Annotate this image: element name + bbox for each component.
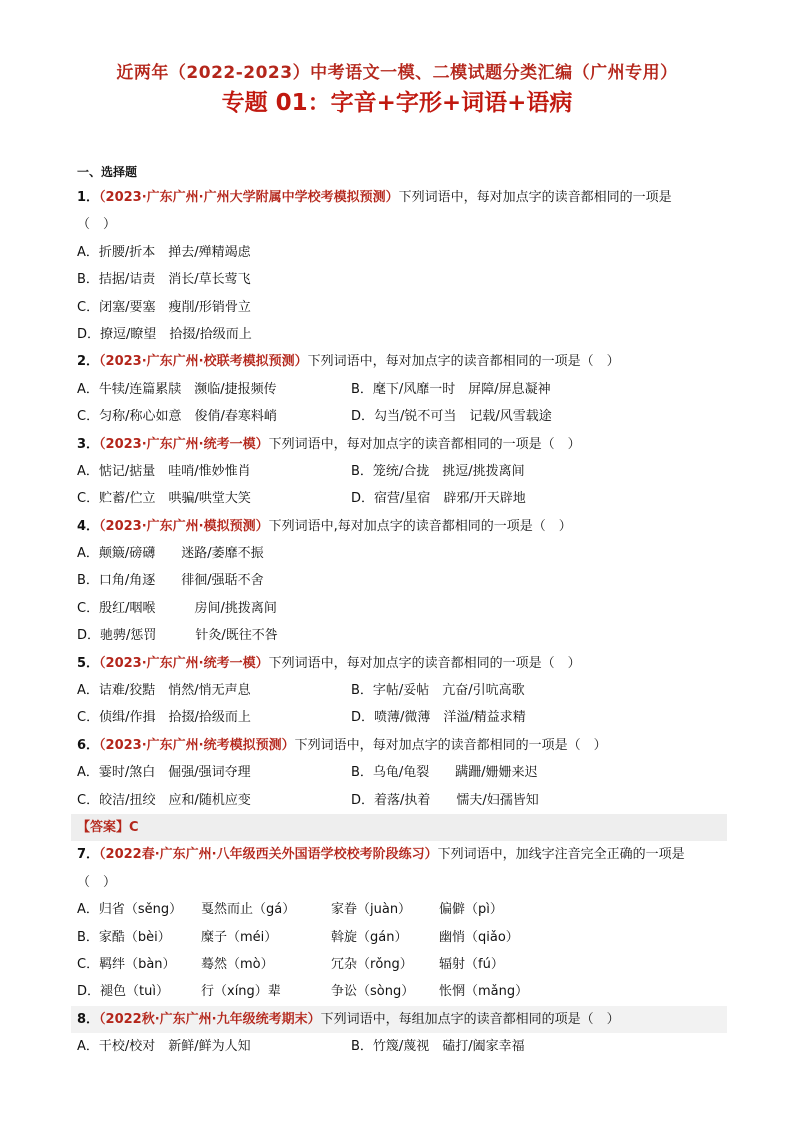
question-source: （2022春·广东广州·八年级西关外国语学校校考阶段练习） bbox=[99, 847, 438, 863]
option-part: 斡旋（gán） bbox=[331, 929, 408, 945]
question-1-option-c: C．闭塞/要塞 瘦削/形销骨立 bbox=[77, 299, 251, 315]
question-2-options-ab bbox=[77, 376, 727, 403]
question-source: （2023·广东广州·校联考模拟预测） bbox=[99, 354, 308, 370]
option-d: D．着落/执着 懦夫/妇孺皆知 bbox=[351, 792, 539, 808]
question-8-stem bbox=[71, 1006, 727, 1033]
question-source: （2022秋·广东广州·九年级统考期末） bbox=[99, 1011, 321, 1027]
question-text: 下列词语中，每对加点字的读音都相同的一项是（ ） bbox=[268, 436, 581, 452]
question-7-option-b bbox=[77, 924, 727, 951]
option-part: 辐射（fú） bbox=[439, 956, 504, 972]
option-part: 蓦然（mò） bbox=[201, 956, 274, 972]
document-title: 近两年（2022-2023）中考语文一模、二模试题分类汇编（广州专用） bbox=[116, 63, 678, 83]
question-number: 8． bbox=[77, 1011, 100, 1027]
answer-label: 【答案】C bbox=[71, 814, 727, 841]
option-a: A．霎时/煞白 倔强/强词夺理 bbox=[77, 765, 251, 781]
question-text: 下列词语中，每对加点字的读音都相同的一项是（ ） bbox=[268, 655, 581, 671]
question-7-stem bbox=[77, 841, 727, 868]
option-part: 幽悄（qiǎo） bbox=[439, 929, 519, 945]
document-body bbox=[77, 164, 727, 1061]
question-text: 下列词语中，每组加点字的读音都相同的项是（ ） bbox=[320, 1011, 620, 1027]
question-number: 4． bbox=[77, 518, 100, 534]
question-number: 5． bbox=[77, 655, 100, 671]
question-2-options-cd bbox=[77, 403, 727, 430]
question-source: （2023·广东广州·统考一模） bbox=[99, 655, 269, 671]
question-5-stem bbox=[77, 650, 727, 677]
option-b: B．字帖/妥帖 亢奋/引吭高歌 bbox=[351, 683, 525, 699]
question-6-options-cd bbox=[77, 787, 727, 814]
question-6-options-ab bbox=[77, 759, 727, 786]
option-part: B．家酷（bèi） bbox=[77, 929, 171, 945]
question-number: 3． bbox=[77, 436, 100, 452]
option-a: A．诘难/狡黠 悄然/悄无声息 bbox=[77, 683, 251, 699]
question-4-option-d: D．驰骋/惩罚 针灸/既往不咎 bbox=[77, 628, 278, 644]
question-8-options-ab bbox=[77, 1033, 727, 1060]
question-text: 下列词语中，每对加点字的读音都相同的一项是 bbox=[398, 190, 672, 205]
question-1-stem-cont: （ ） bbox=[77, 217, 117, 233]
option-part: 家眷（juàn） bbox=[331, 902, 412, 918]
option-part: 戛然而止（gá） bbox=[201, 902, 296, 918]
option-part: A．归省（sěng） bbox=[77, 902, 183, 918]
question-source: （2023·广东广州·统考模拟预测） bbox=[99, 737, 295, 753]
question-1-option-d: D．撩逗/瞭望 拾掇/拾级而上 bbox=[77, 326, 252, 342]
document-subtitle: 专题 01：字音+字形+词语+语病 bbox=[221, 90, 573, 116]
option-a: A．牛犊/连篇累牍 濒临/捷报频传 bbox=[77, 381, 277, 397]
option-b: B．笼统/合拢 挑逗/挑拨离间 bbox=[351, 463, 525, 479]
question-source: （2023·广东广州·模拟预测） bbox=[99, 518, 269, 534]
question-3-stem bbox=[77, 431, 727, 458]
option-a: A．干校/校对 新鲜/鲜为人知 bbox=[77, 1039, 251, 1055]
question-4-option-c: C．殷红/咽喉 房间/挑拨离间 bbox=[77, 600, 277, 616]
option-part: 争讼（sòng） bbox=[331, 984, 415, 1000]
question-source: （2023·广东广州·统考一模） bbox=[99, 436, 269, 452]
question-source: （2023·广东广州·广州大学附属中学校考模拟预测） bbox=[99, 190, 399, 205]
option-part: D．褪色（tuì） bbox=[77, 984, 169, 1000]
question-1-option-a: A．折腰/折本 掸去/殚精竭虑 bbox=[77, 244, 251, 260]
question-4-option-a: A．颠簸/磅礴 迷路/萎靡不振 bbox=[77, 546, 264, 562]
option-c: C．贮蓄/伫立 哄骗/哄堂大笑 bbox=[77, 491, 251, 507]
question-text: 下列词语中,每对加点字的读音都相同的一项是（ ） bbox=[268, 518, 572, 534]
option-part: 糜子（méi） bbox=[201, 929, 278, 945]
question-6-stem bbox=[77, 732, 727, 759]
question-3-options-ab bbox=[77, 458, 727, 485]
option-part: C．羁绊（bàn） bbox=[77, 956, 176, 972]
option-c: C．匀称/称心如意 俊俏/春寒料峭 bbox=[77, 409, 277, 425]
question-number: 6． bbox=[77, 737, 100, 753]
question-7-option-d bbox=[77, 978, 727, 1005]
option-part: 行（xíng）辈 bbox=[201, 984, 281, 1000]
question-2-stem bbox=[77, 348, 727, 375]
question-text: 下列词语中，每对加点字的读音都相同的一项是（ ） bbox=[307, 354, 620, 370]
question-text: 下列词语中，加线字注音完全正确的一项是 bbox=[437, 847, 685, 863]
option-b: B．竹篾/蔑视 磕打/阖家幸福 bbox=[351, 1039, 525, 1055]
question-number: 2． bbox=[77, 354, 100, 370]
question-5-options-ab bbox=[77, 677, 727, 704]
question-1-option-b: B．拮据/诘责 消长/草长莺飞 bbox=[77, 272, 251, 288]
question-5-options-cd bbox=[77, 704, 727, 731]
section-heading: 一、选择题 bbox=[77, 165, 138, 179]
option-part: 怅惘（mǎng） bbox=[439, 984, 529, 1000]
question-number: 7． bbox=[77, 847, 100, 863]
option-d: D．喷薄/微薄 洋溢/精益求精 bbox=[351, 710, 526, 726]
option-b: B．乌龟/龟裂 蹒跚/姗姗来迟 bbox=[351, 765, 538, 781]
option-c: C．皎洁/扭绞 应和/随机应变 bbox=[77, 792, 251, 808]
question-text: 下列词语中，每对加点字的读音都相同的一项是（ ） bbox=[294, 737, 607, 753]
option-part: 冗杂（rǒng） bbox=[331, 956, 413, 972]
option-a: A．惦记/掂量 哇哨/惟妙惟肖 bbox=[77, 463, 251, 479]
option-b: B．麾下/风靡一时 屏障/屏息凝神 bbox=[351, 381, 551, 397]
question-7-option-c bbox=[77, 951, 727, 978]
question-3-options-cd bbox=[77, 485, 727, 512]
question-4-stem bbox=[77, 513, 727, 540]
question-number: 1． bbox=[77, 190, 100, 205]
question-7-option-a bbox=[77, 896, 727, 923]
option-d: D．勾当/锐不可当 记载/风雪载途 bbox=[351, 409, 552, 425]
question-4-option-b: B．口角/角逐 徘徊/强聒不舍 bbox=[77, 573, 264, 589]
option-part: 偏僻（pì） bbox=[439, 902, 503, 918]
question-7-stem-cont: （ ） bbox=[77, 874, 117, 890]
question-1-stem bbox=[77, 184, 727, 211]
option-c: C．侦缉/作揖 拾掇/拾级而上 bbox=[77, 710, 251, 726]
option-d: D．宿营/星宿 辟邪/开天辟地 bbox=[351, 491, 526, 507]
